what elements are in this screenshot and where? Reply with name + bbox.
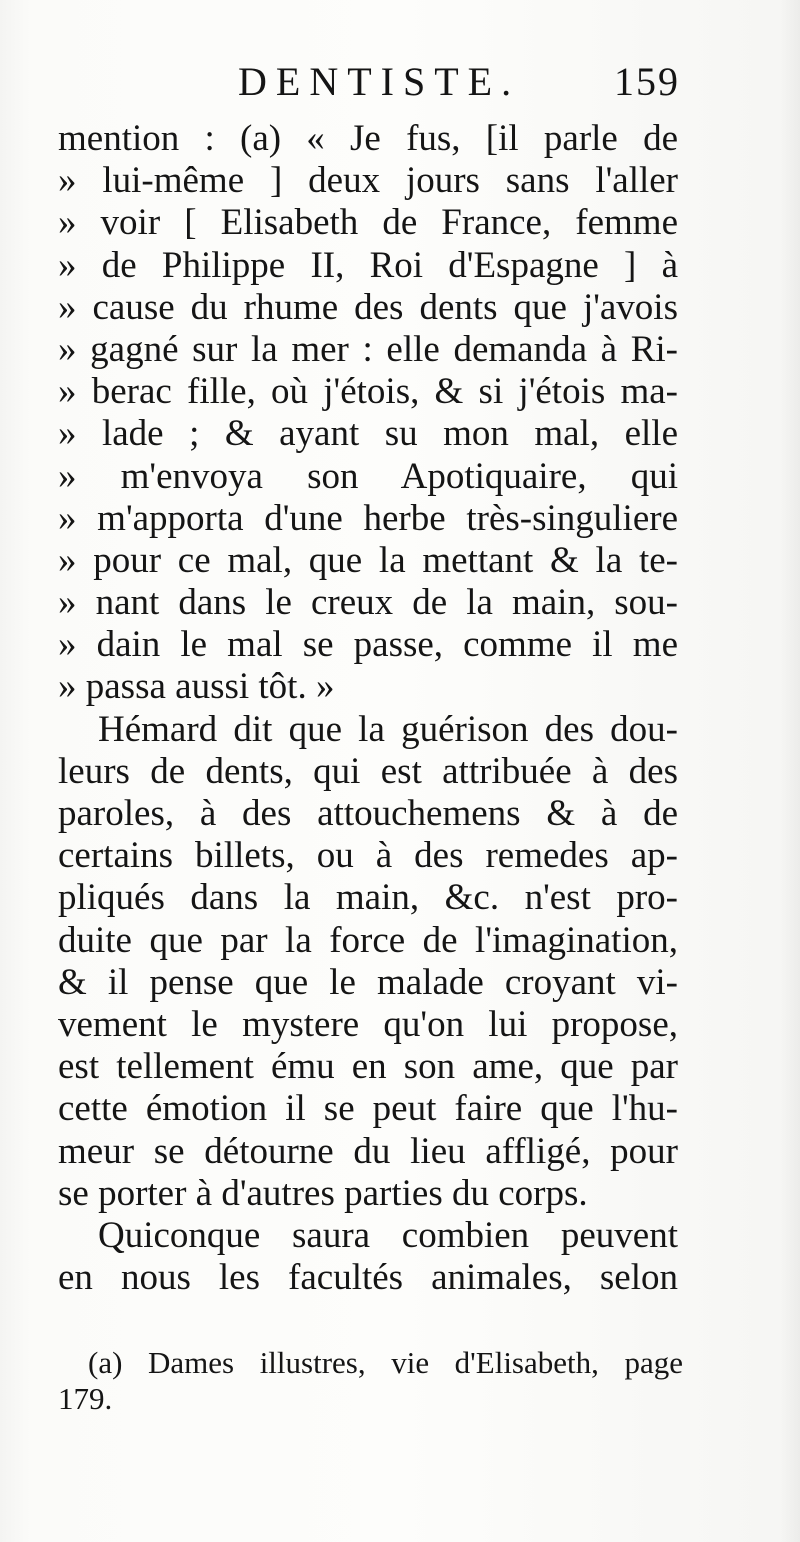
body-text bbox=[58, 118, 678, 1299]
text-line: » berac fille, où j'étois, & si j'étois ma- bbox=[58, 371, 678, 413]
text-line: » passa aussi tôt. » bbox=[58, 666, 335, 708]
footnote-line: 179. bbox=[58, 1381, 113, 1416]
text-line: » nant dans le creux de la main, sou- bbox=[58, 582, 678, 624]
text-line: meur se détourne du lieu affligé, pour bbox=[58, 1130, 678, 1172]
text-line: cette émotion il se peut faire que l'hu- bbox=[58, 1088, 678, 1130]
text-line: est tellement ému en son ame, que par bbox=[58, 1046, 678, 1088]
text-line: » cause du rhume des dents que j'avois bbox=[58, 286, 678, 328]
page-header bbox=[60, 58, 680, 108]
text-line: » dain le mal se passe, comme il me bbox=[58, 624, 678, 666]
text-line: Quiconque saura combien peuvent bbox=[98, 1214, 678, 1256]
text-line: » gagné sur la mer : elle demanda à Ri- bbox=[58, 328, 678, 370]
text-line: leurs de dents, qui est attribuée à des bbox=[58, 750, 678, 792]
footnote-line: (a) Dames illustres, vie d'Elisabeth, page bbox=[88, 1345, 683, 1380]
text-line: » voir [ Elisabeth de France, femme bbox=[58, 202, 678, 244]
text-line: » m'envoya son Apotiquaire, qui bbox=[58, 455, 678, 497]
text-line: » lui-même ] deux jours sans l'aller bbox=[58, 160, 678, 202]
text-line: » m'apporta d'une herbe très-singuliere bbox=[58, 497, 678, 539]
text-line: duite que par la force de l'imagination, bbox=[58, 919, 678, 961]
text-line: certains billets, ou à des remedes ap- bbox=[58, 835, 678, 877]
text-line: » lade ; & ayant su mon mal, elle bbox=[58, 413, 678, 455]
page-number: 159 bbox=[614, 59, 680, 104]
text-line: & il pense que le malade croyant vi- bbox=[58, 961, 678, 1003]
text-line: Hémard dit que la guérison des dou- bbox=[98, 708, 678, 750]
running-head: DENTISTE. bbox=[238, 59, 521, 104]
text-line: » de Philippe II, Roi d'Espagne ] à bbox=[58, 244, 678, 286]
text-line: mention : (a) « Je fus, [il parle de bbox=[58, 118, 678, 159]
text-line: » pour ce mal, que la mettant & la te- bbox=[58, 539, 678, 581]
text-line: paroles, à des attouchemens & à de bbox=[58, 793, 678, 834]
text-line: se porter à d'autres parties du corps. bbox=[58, 1172, 588, 1214]
text-line: vement le mystere qu'on lui propose, bbox=[58, 1003, 678, 1045]
text-line: en nous les facultés animales, selon bbox=[58, 1257, 678, 1299]
text-line: pliqués dans la main, &c. n'est pro- bbox=[58, 877, 678, 919]
footnote bbox=[58, 1345, 683, 1417]
